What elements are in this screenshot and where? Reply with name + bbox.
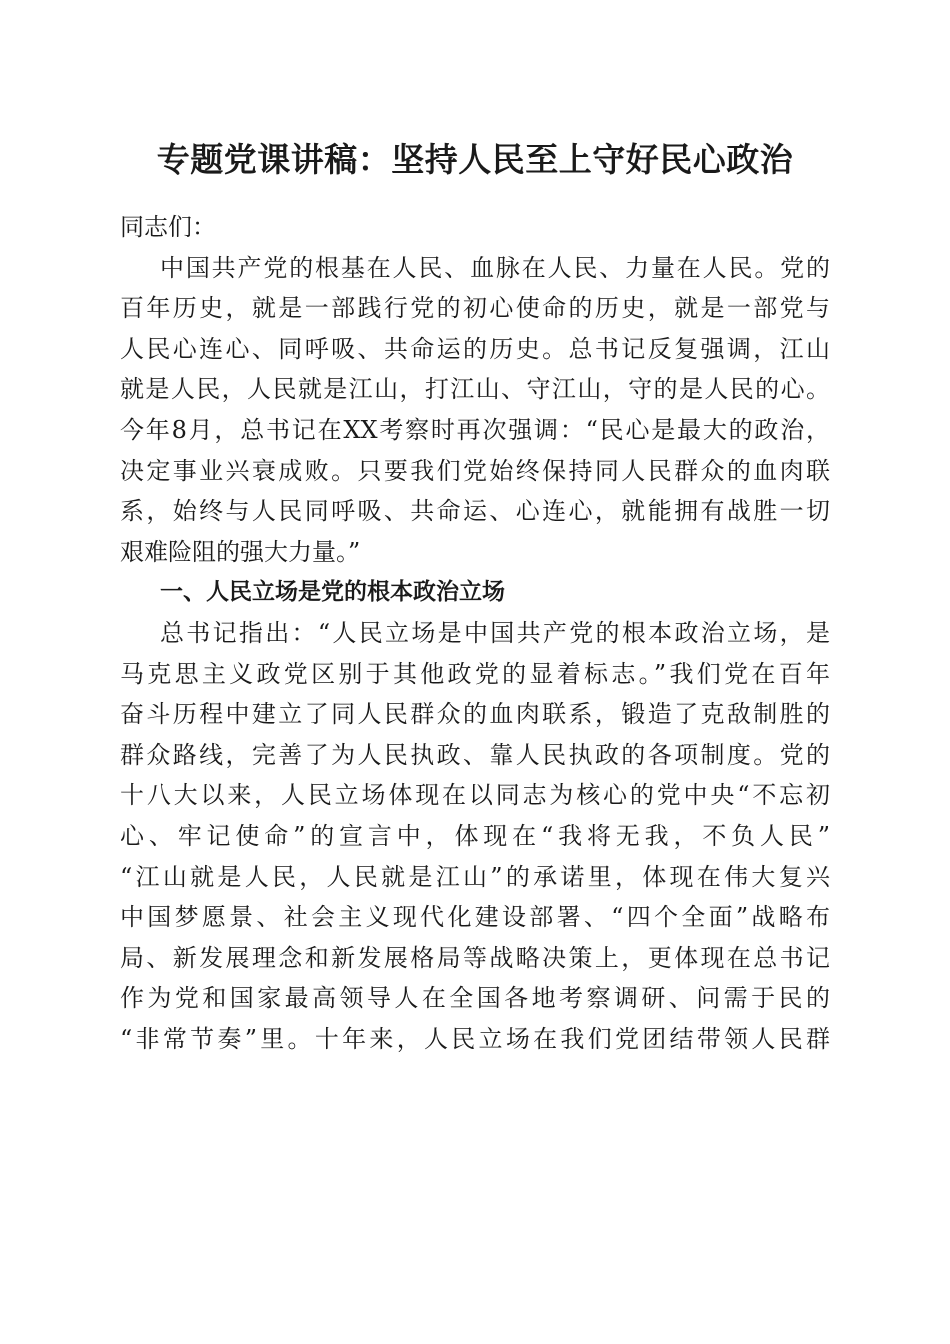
paragraph-line: 中国共产党的根基在人民、血脉在人民、力量在人民。党的 [160, 253, 830, 282]
paragraph-line: 总书记指出：“人民立场是中国共产党的根本政治立场，是 [160, 618, 830, 647]
paragraph-line: 奋斗历程中建立了同人民群众的血肉联系，锻造了克敌制胜的 [120, 700, 830, 729]
paragraph-line: 马克思主义政党区别于其他政党的显着标志。”我们党在百年 [120, 659, 830, 688]
paragraph-line: 中国梦愿景、社会主义现代化建设部署、“四个全面”战略布 [120, 903, 830, 932]
document-title: 专题党课讲稿：坚持人民至上守好民心政治 [156, 140, 794, 179]
paragraph-line: 作为党和国家最高领导人在全国各地考察调研、问需于民的 [120, 984, 830, 1013]
paragraph-line: 系，始终与人民同呼吸、共命运、心连心，就能拥有战胜一切 [120, 497, 830, 526]
document-body [120, 207, 830, 1059]
paragraph-line: 局、新发展理念和新发展格局等战略决策上，更体现在总书记 [120, 943, 830, 972]
salutation: 同志们： [120, 213, 216, 241]
paragraph-line: 十八大以来，人民立场体现在以同志为核心的党中央“不忘初 [120, 781, 830, 810]
paragraph-line: 心、牢记使命”的宣言中，体现在“我将无我，不负人民” [120, 821, 830, 850]
paragraph-line: 就是人民，人民就是江山，打江山、守江山，守的是人民的心。 [120, 375, 830, 404]
paragraph-line: 百年历史，就是一部践行党的初心使命的历史，就是一部党与 [120, 294, 830, 323]
paragraph-line: 决定事业兴衰成败。只要我们党始终保持同人民群众的血肉联 [120, 456, 830, 485]
section-heading: 一、人民立场是党的根本政治立场 [160, 579, 505, 606]
paragraph-line: “江山就是人民，人民就是江山”的承诺里，体现在伟大复兴 [120, 862, 830, 891]
paragraph-line: 人民心连心、同呼吸、共命运的历史。总书记反复强调，江山 [120, 334, 830, 363]
paragraph-line: 艰难险阻的强大力量。” [120, 537, 361, 566]
paragraph-line: 今年8月，总书记在XX考察时再次强调：“民心是最大的政治， [120, 415, 830, 444]
paragraph-line: 群众路线，完善了为人民执政、靠人民执政的各项制度。党的 [120, 740, 830, 769]
paragraph-line: “非常节奏”里。十年来，人民立场在我们党团结带领人民群 [120, 1024, 830, 1053]
